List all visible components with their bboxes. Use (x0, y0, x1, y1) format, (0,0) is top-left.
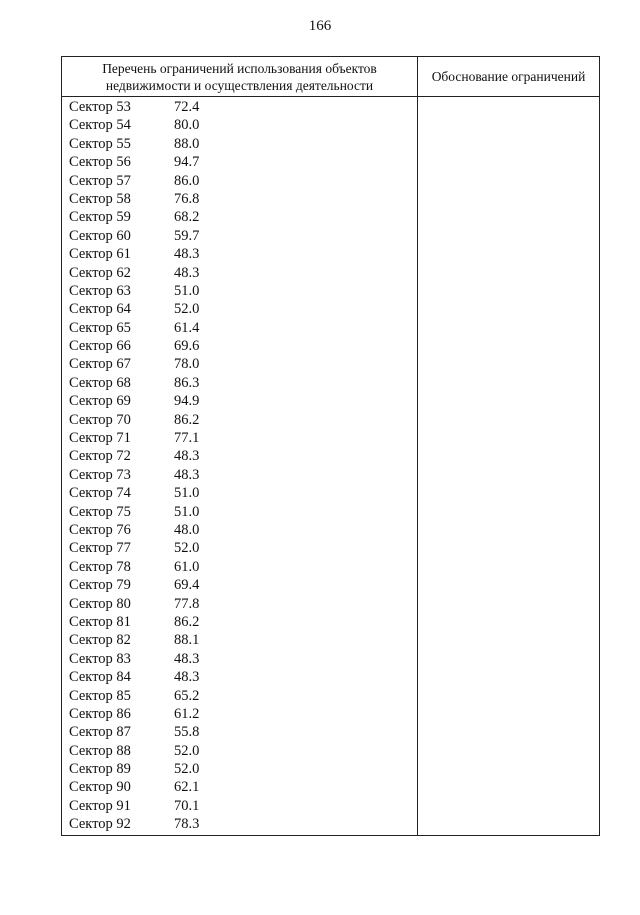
sector-value: 51.0 (174, 485, 200, 502)
sector-value: 48.3 (174, 669, 200, 686)
sector-value: 52.0 (174, 742, 200, 759)
sector-label: Сектор 67 (69, 356, 131, 373)
table-row (62, 484, 417, 502)
table-row (62, 264, 417, 282)
sector-value: 48.3 (174, 246, 200, 263)
table-header (62, 57, 599, 97)
sector-value: 48.3 (174, 448, 200, 465)
sector-label: Сектор 73 (69, 466, 131, 483)
sector-value: 78.3 (174, 816, 200, 833)
sector-value: 48.3 (174, 264, 200, 281)
table-row (62, 172, 417, 190)
sector-label: Сектор 56 (69, 154, 131, 171)
sector-value: 72.4 (174, 99, 200, 115)
sector-value: 86.3 (174, 374, 200, 391)
table-row (62, 778, 417, 796)
sector-label: Сектор 77 (69, 540, 131, 557)
sector-value: 68.2 (174, 209, 200, 226)
table-row (62, 447, 417, 465)
table-row (62, 135, 417, 153)
table-row (62, 374, 417, 392)
table-row (62, 521, 417, 539)
sector-label: Сектор 71 (69, 430, 131, 447)
sector-label: Сектор 88 (69, 742, 131, 759)
sector-label: Сектор 58 (69, 190, 131, 207)
sector-label: Сектор 69 (69, 393, 131, 410)
table-row (62, 797, 417, 815)
table-row (62, 558, 417, 576)
sector-label: Сектор 54 (69, 117, 131, 134)
sector-label: Сектор 87 (69, 724, 131, 741)
table-row (62, 503, 417, 521)
sector-value: 55.8 (174, 724, 200, 741)
table-row (62, 668, 417, 686)
column-divider (417, 57, 418, 835)
sector-value: 65.2 (174, 687, 200, 704)
sector-label: Сектор 72 (69, 448, 131, 465)
sector-label: Сектор 84 (69, 669, 131, 686)
sector-value: 69.6 (174, 338, 200, 355)
sector-label: Сектор 76 (69, 521, 131, 538)
table-row (62, 227, 417, 245)
table-row (62, 687, 417, 705)
sector-value: 80.0 (174, 117, 200, 134)
table-row (62, 98, 417, 116)
sector-label: Сектор 68 (69, 374, 131, 391)
sector-label: Сектор 74 (69, 485, 131, 502)
sector-label: Сектор 57 (69, 172, 131, 189)
table-row (62, 208, 417, 226)
sector-value: 61.4 (174, 319, 200, 336)
header-left-line2: недвижимости и осуществления деятельности (105, 77, 374, 93)
sector-label: Сектор 62 (69, 264, 131, 281)
sector-value: 94.9 (174, 393, 200, 410)
sector-value: 77.1 (174, 430, 200, 447)
sector-label: Сектор 70 (69, 411, 131, 428)
sector-label: Сектор 83 (69, 650, 131, 667)
sector-value: 76.8 (174, 190, 200, 207)
table-row (62, 190, 417, 208)
sector-label: Сектор 66 (69, 338, 131, 355)
sector-label: Сектор 79 (69, 577, 131, 594)
sector-value: 88.1 (174, 632, 200, 649)
table-row (62, 760, 417, 778)
sector-label: Сектор 85 (69, 687, 131, 704)
sector-value: 52.0 (174, 761, 200, 778)
table-row (62, 815, 417, 833)
sector-label: Сектор 86 (69, 705, 131, 722)
table-row (62, 466, 417, 484)
sector-label: Сектор 65 (69, 319, 131, 336)
table-row (62, 631, 417, 649)
sector-value: 88.0 (174, 135, 200, 152)
sector-label: Сектор 53 (69, 99, 131, 115)
header-justification: Обоснование ограничений (431, 68, 586, 84)
sector-value: 69.4 (174, 577, 200, 594)
sector-value: 78.0 (174, 356, 200, 373)
sector-label: Сектор 82 (69, 632, 131, 649)
sector-label: Сектор 55 (69, 135, 131, 152)
table-row (62, 705, 417, 723)
table-row (62, 245, 417, 263)
sector-label: Сектор 64 (69, 301, 131, 318)
table-row (62, 539, 417, 557)
sector-label: Сектор 90 (69, 779, 131, 796)
table-row (62, 392, 417, 410)
sector-value: 86.2 (174, 411, 200, 428)
sector-value: 77.8 (174, 595, 200, 612)
table-row (62, 742, 417, 760)
table-row (62, 116, 417, 134)
sector-label: Сектор 81 (69, 613, 131, 630)
table-row (62, 723, 417, 741)
table-row (62, 576, 417, 594)
sector-label: Сектор 89 (69, 761, 131, 778)
sector-label: Сектор 80 (69, 595, 131, 612)
table-row (62, 282, 417, 300)
restrictions-table (61, 56, 600, 836)
table-row (62, 153, 417, 171)
table-row (62, 595, 417, 613)
table-row (62, 650, 417, 668)
sector-label: Сектор 75 (69, 503, 131, 520)
table-row (62, 429, 417, 447)
sector-value: 52.0 (174, 540, 200, 557)
header-restrictions-list (62, 57, 417, 96)
sector-value: 62.1 (174, 779, 200, 796)
table-row (62, 319, 417, 337)
sector-value: 52.0 (174, 301, 200, 318)
sector-value: 51.0 (174, 503, 200, 520)
table-row (62, 411, 417, 429)
sector-label: Сектор 92 (69, 816, 131, 833)
sector-label: Сектор 63 (69, 282, 131, 299)
table-row (62, 613, 417, 631)
table-row (62, 355, 417, 373)
sector-value: 86.0 (174, 172, 200, 189)
sector-label: Сектор 59 (69, 209, 131, 226)
sector-value: 51.0 (174, 282, 200, 299)
sector-value: 48.3 (174, 466, 200, 483)
page-number: 166 (308, 18, 332, 34)
sector-value: 48.3 (174, 650, 200, 667)
table-row (62, 337, 417, 355)
sector-value: 59.7 (174, 227, 200, 244)
table-row (62, 300, 417, 318)
sector-label: Сектор 91 (69, 797, 131, 814)
sector-label: Сектор 60 (69, 227, 131, 244)
sector-value: 61.2 (174, 705, 200, 722)
table-body (62, 98, 417, 834)
sector-label: Сектор 61 (69, 246, 131, 263)
header-left-line1: Перечень ограничений использования объектов (102, 60, 377, 76)
sector-value: 86.2 (174, 613, 200, 630)
sector-label: Сектор 78 (69, 558, 131, 575)
sector-value: 94.7 (174, 154, 200, 171)
sector-value: 48.0 (174, 521, 200, 538)
sector-value: 70.1 (174, 797, 200, 814)
sector-value: 61.0 (174, 558, 200, 575)
